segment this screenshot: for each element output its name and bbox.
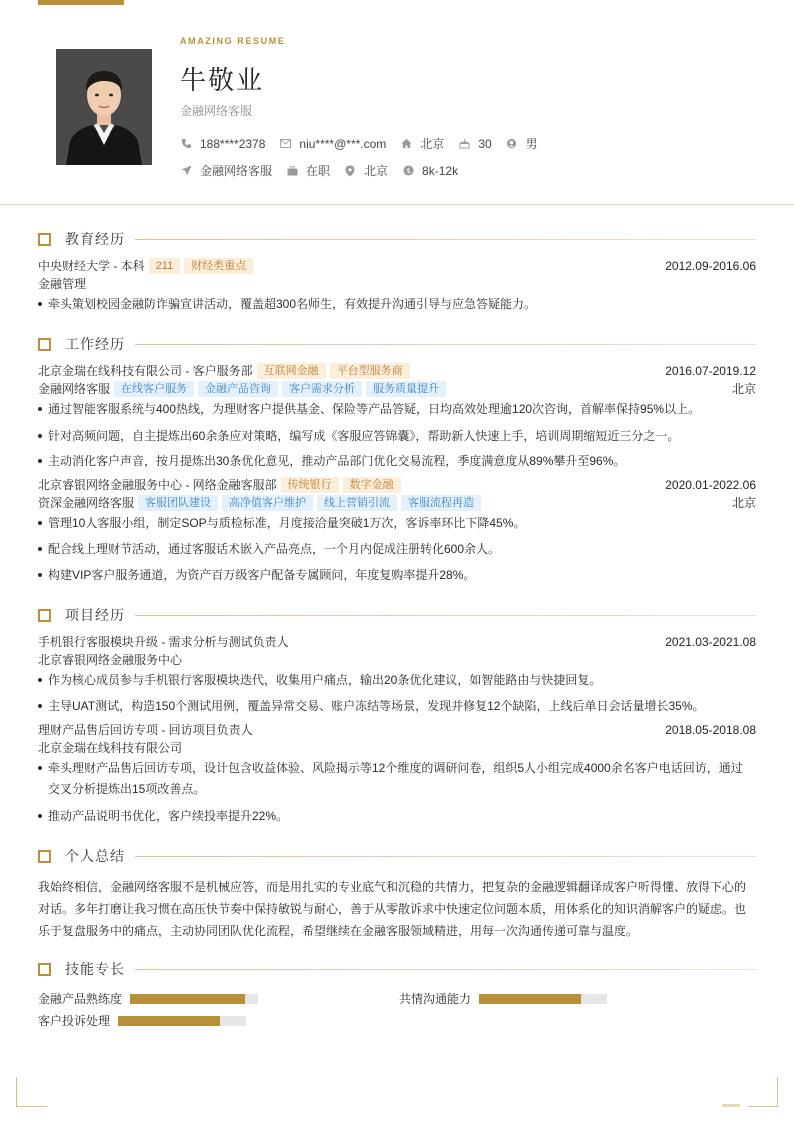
send-icon: [180, 165, 192, 177]
project-name: 理财产品售后回访专项 - 回访项目负责人: [38, 723, 253, 737]
project-header-row: [38, 722, 756, 738]
section-square-icon: [38, 609, 51, 622]
section-title: 工作经历: [65, 336, 125, 352]
work-bullet: 针对高频问题，自主提炼出60余条应对策略，编写成《客服应答锦囊》，帮助新人快速上手，培训周期缩短近三分之一。: [38, 426, 756, 447]
svg-text:$: $: [405, 166, 411, 176]
contact-row-1: [180, 135, 552, 152]
project-org-row: [38, 740, 756, 756]
work-role-row: [38, 381, 756, 397]
mail-icon: [279, 138, 291, 150]
work-skill-tag: 客服流程再造: [401, 495, 481, 511]
work-bullet: 构建VIP客户服务通道，为资产百万级客户配备专属顾问，年度复购率提升28%。: [38, 565, 756, 586]
edu-bullet: 牵头策划校园金融防诈骗宣讲活动，覆盖超300名师生，有效提升沟通引导与应急答疑能力。: [38, 294, 756, 315]
section-project: [38, 606, 756, 624]
salary-item: [402, 164, 458, 178]
project-name: 手机银行客服模块升级 - 需求分析与测试负责人: [38, 635, 289, 649]
gender-item: [506, 135, 538, 152]
work-skill-tag: 线上营销引流: [317, 495, 397, 511]
corner-frame-right: [748, 1077, 778, 1107]
status-item: [286, 162, 330, 179]
project-bullet: 主导UAT测试，构造150个测试用例，覆盖异常交易、账户冻结等场景，发现并修复12个缺陷，上线后单日会话量增长35%。: [38, 696, 756, 717]
section-square-icon: [38, 338, 51, 351]
project-org: 北京金瑞在线科技有限公司: [38, 741, 183, 755]
project-date: 2021.03-2021.08: [665, 635, 756, 649]
work-tag: 数字金融: [343, 477, 401, 493]
section-rule: [135, 344, 756, 345]
section-square-icon: [38, 963, 51, 976]
skill-bar-fill: [118, 1016, 220, 1026]
phone-text: 188****2378: [200, 136, 266, 151]
work-skill-tag: 金融产品咨询: [198, 381, 278, 397]
edu-date: 2012.09-2016.06: [665, 259, 756, 273]
skill-name: 客户投诉处理: [38, 1014, 111, 1028]
skill-bar-fill: [130, 994, 245, 1004]
section-title: 个人总结: [65, 848, 125, 864]
header-divider: [0, 204, 794, 205]
work-bullet: 通过智能客服系统与400热线，为理财客户提供基金、保险等产品答疑，日均高效处理逾120次咨询，首解率保持95%以上。: [38, 399, 756, 420]
section-skills: [38, 960, 756, 978]
summary-text: 我始终相信，金融网络客服不是机械应答，而是用扎实的专业底气和沉稳的共情力，把复杂的金融逻辑翻译成客户听得懂、放得下心的对话。多年打磨让我习惯在高压快节奏中保持敏锐与耐心，善于从零散诉求中快速定位问题本质，用体系化的知识消解客户的疑虑。也乐于复盘服务中的痛点，主动协同团队优化流程，希望继续在金融客服领域精进，用每一次沟通传递可靠与温度。: [38, 880, 747, 938]
edu-tag: 211: [149, 258, 181, 274]
work-header-row: [38, 363, 756, 379]
gender-text: 男: [525, 137, 538, 151]
briefcase-icon: [286, 165, 298, 177]
section-square-icon: [38, 233, 51, 246]
section-work: [38, 335, 756, 353]
work-company: 北京金瑞在线科技有限公司 - 客户服务部: [38, 364, 253, 378]
work-bullet: 管理10人客服小组，制定SOP与质检标准，月度接洽量突破1万次，客诉率环比下降45%。: [38, 513, 756, 534]
work-tag: 互联网金融: [257, 363, 326, 379]
work-header-row: [38, 477, 756, 493]
phone-item: [180, 137, 265, 151]
work-bullet: 主动消化客户声音，按月提炼出30条优化意见，推动产品部门优化交易流程，季度满意度从89%攀升至96%。: [38, 451, 756, 472]
contact-row-2: [180, 162, 472, 179]
work-tag: 平台型服务商: [330, 363, 410, 379]
work-skill-tag: 服务质量提升: [366, 381, 446, 397]
edu-school: 中央财经大学 - 本科: [38, 259, 145, 273]
work-role: 资深金融网络客服: [38, 496, 135, 510]
corner-accent: [722, 1104, 740, 1107]
section-rule: [135, 239, 756, 240]
section-title: 教育经历: [65, 231, 125, 247]
edu-major: 金融管理: [38, 277, 87, 291]
section-rule: [135, 856, 756, 857]
work-skill-tag: 客服团队建设: [138, 495, 218, 511]
section-rule: [135, 969, 756, 970]
section-title: 项目经历: [65, 607, 125, 623]
skill-item: [399, 990, 607, 1007]
corner-frame-left: [16, 1077, 47, 1107]
gender-icon: [506, 138, 518, 150]
work-role: 金融网络客服: [38, 382, 111, 396]
intent-text: 金融网络客服: [200, 164, 273, 178]
section-square-icon: [38, 850, 51, 863]
edu-major-row: [38, 276, 756, 292]
age-item: [458, 137, 491, 151]
email-text: niu****@***.com: [299, 136, 387, 151]
email-item: [279, 137, 386, 151]
skill-name: 金融产品熟练度: [38, 992, 123, 1006]
skill-bar-fill: [479, 994, 581, 1004]
city-text: 北京: [364, 164, 389, 178]
money-icon: [402, 165, 414, 177]
phone-icon: [180, 138, 192, 150]
salary-text: 8k-12k: [422, 163, 459, 178]
work-company: 北京睿银网络金融服务中心 - 网络金融客服部: [38, 478, 277, 492]
project-bullet: 牵头理财产品售后回访专项，设计包含收益体验、风险揭示等12个维度的调研问卷，组织5人小组完成4000余名客户电话回访，通过交叉分析提炼出15项改善点。: [38, 758, 752, 800]
city-item: [344, 162, 388, 179]
project-header-row: [38, 634, 756, 650]
section-rule: [135, 615, 756, 616]
edu-header-row: [38, 258, 756, 274]
work-role-row: [38, 495, 756, 511]
section-education: [38, 230, 756, 248]
project-bullet: 作为核心成员参与手机银行客服模块迭代，收集用户痛点，输出20条优化建议，如智能路由与快捷回复。: [38, 670, 756, 691]
work-skill-tag: 在线客户服务: [114, 381, 194, 397]
work-skill-tag: 高净值客户维护: [222, 495, 313, 511]
top-accent-bar: [38, 0, 124, 5]
work-city: 北京: [731, 496, 756, 510]
work-city: 北京: [731, 382, 756, 396]
section-summary: [38, 847, 756, 865]
status-text: 在职: [306, 164, 331, 178]
cake-icon: [458, 138, 470, 150]
skill-bar: [130, 994, 258, 1004]
section-title: 技能专长: [65, 961, 125, 977]
skill-bar: [479, 994, 607, 1004]
work-date: 2020.01-2022.06: [665, 478, 756, 492]
project-bullet: 推动产品说明书优化，客户续投率提升22%。: [38, 806, 756, 827]
edu-tag: 财经类重点: [184, 258, 253, 274]
avatar: [56, 49, 152, 165]
intent-item: [180, 162, 272, 179]
project-org: 北京睿银网络金融服务中心: [38, 653, 183, 667]
skill-item: [38, 1012, 246, 1029]
candidate-title: 金融网络客服: [180, 104, 253, 118]
home-text: 北京: [420, 137, 445, 151]
home-icon: [400, 138, 412, 150]
project-org-row: [38, 652, 756, 668]
age-text: 30: [478, 136, 492, 151]
work-date: 2016.07-2019.12: [665, 364, 756, 378]
home-item: [400, 135, 444, 152]
work-bullet: 配合线上理财节活动，通过客服话术嵌入产品亮点，一个月内促成注册转化600余人。: [38, 539, 756, 560]
skill-bar: [118, 1016, 246, 1026]
work-tag: 传统银行: [281, 477, 339, 493]
location-icon: [344, 165, 356, 177]
project-date: 2018.05-2018.08: [665, 723, 756, 737]
skill-item: [38, 990, 258, 1007]
skill-name: 共情沟通能力: [399, 992, 472, 1006]
brand-label: AMAZING RESUME: [180, 36, 286, 46]
candidate-name: 牛敬业: [180, 65, 265, 95]
work-skill-tag: 客户需求分析: [282, 381, 362, 397]
